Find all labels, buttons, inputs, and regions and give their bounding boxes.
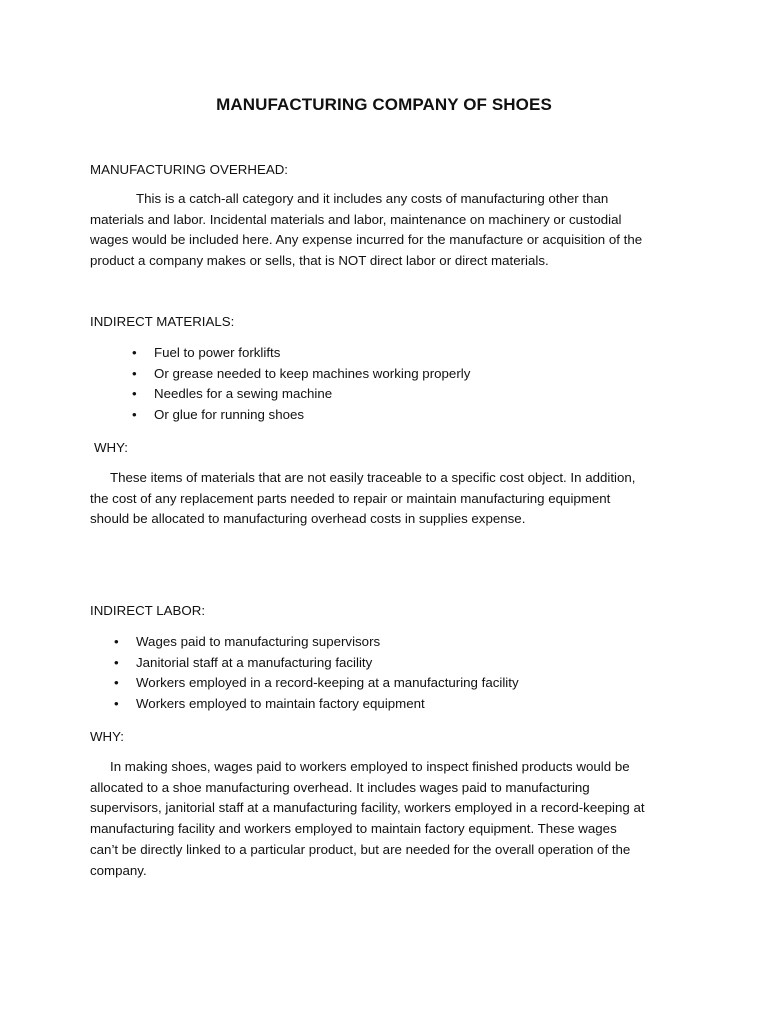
paragraph-line: should be allocated to manufacturing overhead costs in supplies expense. (90, 511, 526, 527)
paragraph-line: product a company makes or sells, that is NOT direct labor or direct materials. (90, 253, 549, 269)
list-item-text: Wages paid to manufacturing supervisors (136, 634, 381, 649)
list-item-text: Or glue for running shoes (154, 407, 305, 423)
bullet-icon: • (132, 365, 137, 381)
list-item-text: Needles for a sewing machine (154, 386, 333, 402)
paragraph-line: wages would be included here. Any expense incurred for the manufacture or acquisition of the (90, 232, 643, 248)
bullet-icon: • (114, 675, 119, 691)
labor-why-heading: WHY: (90, 729, 124, 744)
labor-why-paragraph (90, 757, 690, 881)
paragraph-line: manufacturing facility and workers employed to maintain factory equipment. These wages (90, 821, 617, 837)
paragraph-line: This is a catch-all category and it includes any costs of manufacturing other than (136, 191, 609, 206)
paragraph-line: allocated to a shoe manufacturing overhead. It includes wages paid to manufacturing (90, 779, 590, 795)
list-item-text: Fuel to power forklifts (154, 345, 281, 360)
overhead-paragraph (90, 189, 690, 272)
bullet-icon: • (132, 345, 137, 360)
bullet-icon: • (132, 386, 137, 402)
bullet-icon: • (114, 654, 119, 670)
list-item (114, 653, 519, 674)
list-item-text: Workers employed in a record-keeping at a manufacturing facility (136, 675, 519, 691)
materials-why-paragraph (90, 468, 690, 530)
overhead-heading: MANUFACTURING OVERHEAD: (90, 162, 288, 177)
list-item-text: Or grease needed to keep machines working properly (154, 365, 471, 381)
list-item (132, 405, 470, 426)
indirect-materials-heading: INDIRECT MATERIALS: (90, 314, 235, 329)
indirect-labor-list (114, 632, 519, 715)
list-item (132, 384, 470, 405)
list-item-text: Janitorial staff at a manufacturing facility (136, 654, 373, 670)
paragraph-line: the cost of any replacement parts needed to repair or maintain manufacturing equipment (90, 490, 611, 506)
paragraph-line: can’t be directly linked to a particular product, but are needed for the overall operation of the (90, 841, 631, 857)
indirect-labor-heading: INDIRECT LABOR: (90, 603, 206, 618)
list-item-text: Workers employed to maintain factory equipment (136, 696, 425, 712)
paragraph-line: In making shoes, wages paid to workers employed to inspect finished products would be (110, 759, 630, 774)
bullet-icon: • (114, 634, 119, 649)
bullet-icon: • (132, 407, 137, 423)
paragraph-line: company. (90, 862, 147, 878)
paragraph-line: supervisors, janitorial staff at a manufacturing facility, workers employed in a record-keeping at (90, 800, 645, 816)
list-item (114, 632, 519, 653)
document-title: MANUFACTURING COMPANY OF SHOES (216, 95, 552, 114)
paragraph-line: These items of materials that are not easily traceable to a specific cost object. In addition, (110, 470, 636, 485)
list-item (132, 343, 470, 364)
list-item (114, 673, 519, 694)
indirect-materials-list (132, 343, 470, 426)
paragraph-line: materials and labor. Incidental materials and labor, maintenance on machinery or custodial (90, 211, 622, 227)
bullet-icon: • (114, 696, 119, 712)
list-item (114, 694, 519, 715)
materials-why-heading: WHY: (94, 440, 128, 455)
list-item (132, 364, 470, 385)
